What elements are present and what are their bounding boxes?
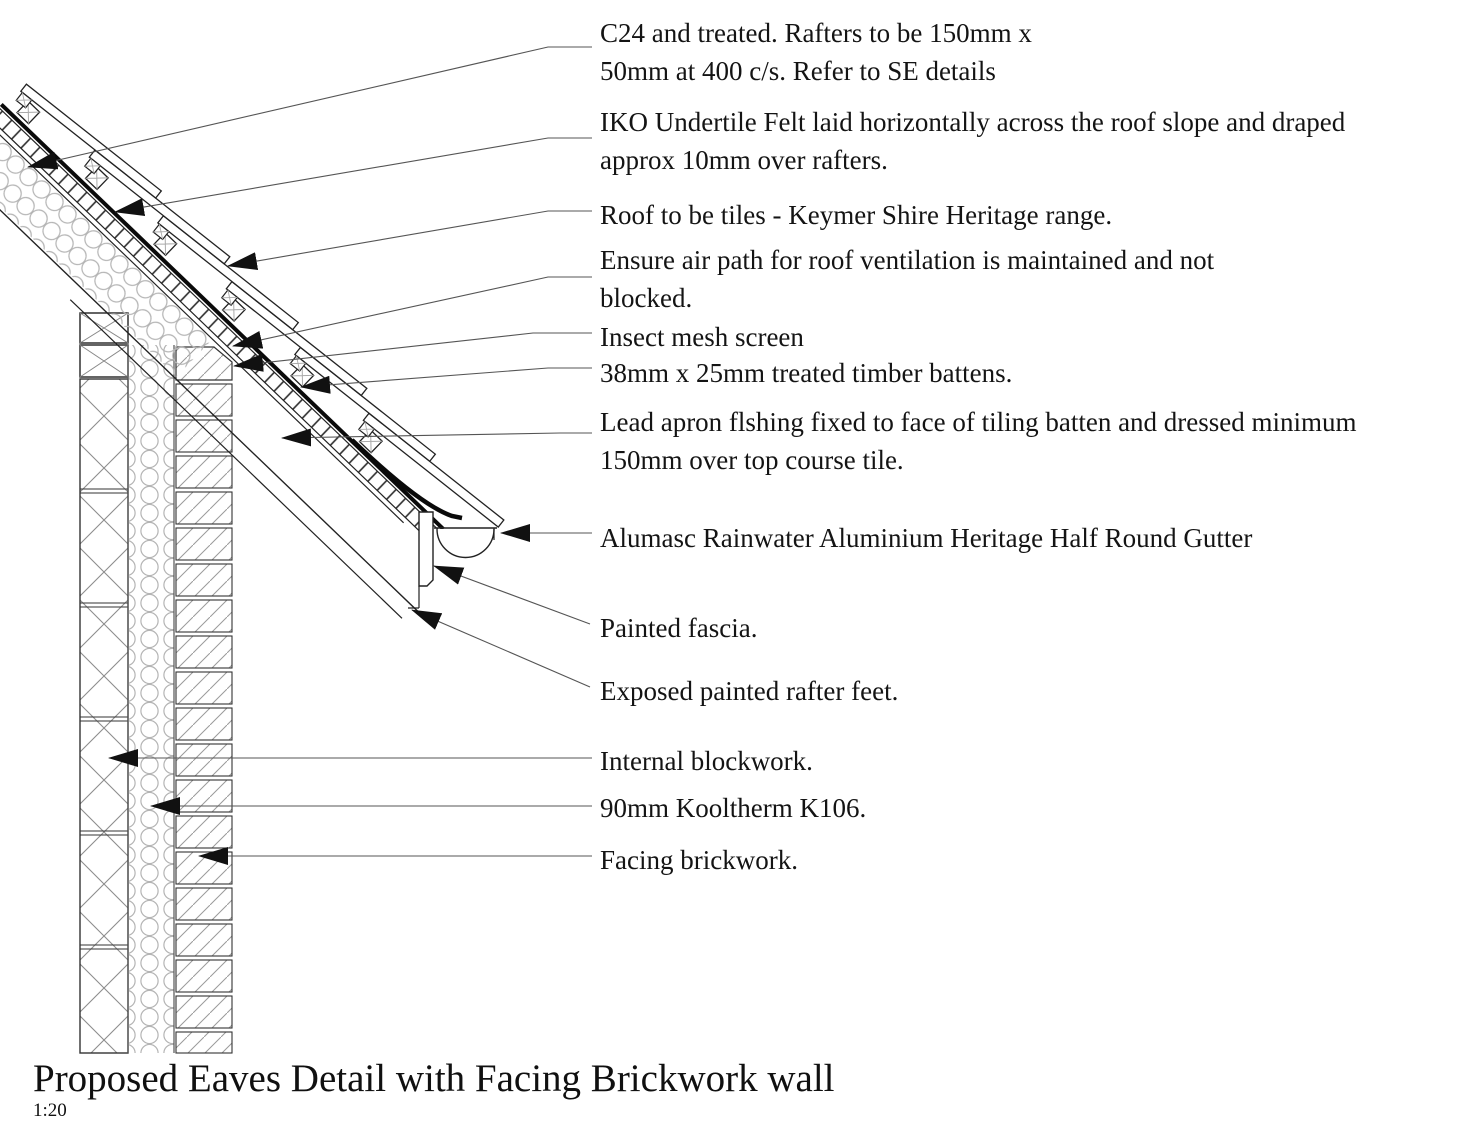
annotation-line: Roof to be tiles - Keymer Shire Heritage range. [600,200,1113,230]
annotation-rafter-feet [600,672,898,710]
soffit-return [408,586,419,608]
leader-felt [115,138,592,212]
annotation-line: Painted fascia. [600,613,758,643]
annotation-fascia [600,609,757,647]
annotation-air-path [600,241,1214,317]
blockwork-leaf [80,379,128,1053]
leader-rafter-feet [412,610,590,687]
annotation-line: C24 and treated. Rafters to be 150mm x [600,18,1032,48]
annotation-line: Facing brickwork. [600,845,798,875]
annotation-line: Insect mesh screen [600,322,804,352]
annotation-line: approx 10mm over rafters. [600,145,888,175]
annotation-line: Exposed painted rafter feet. [600,676,899,706]
fascia-board [419,512,433,586]
annotation-insulation [600,789,866,827]
annotation-gutter [600,519,1252,557]
annotation-insect-mesh [600,318,804,356]
leader-fascia [434,566,590,624]
leader-tiles [228,211,592,266]
eaves-edge [408,512,497,608]
annotation-brickwork [600,841,798,879]
annotation-tiles [600,196,1112,234]
annotation-blockwork [600,742,813,780]
drawing-scale: 1:20 [33,1100,67,1121]
gutter-half-round [434,528,497,558]
annotation-lead-apron [600,403,1357,479]
annotation-line: 90mm Kooltherm K106. [600,793,867,823]
annotation-line: Alumasc Rainwater Aluminium Heritage Half Round Gutter [600,523,1253,553]
annotation-line: Lead apron flshing fixed to face of tiling batten and dressed minimum [600,407,1357,437]
annotation-rafters [600,14,1032,90]
leader-rafters [28,47,592,167]
annotation-line: Ensure air path for roof ventilation is maintained and not [600,245,1215,275]
insulation-layer [128,345,174,1053]
annotation-battens [600,354,1012,392]
annotation-line: 150mm over top course tile. [600,445,904,475]
wall-section [80,313,232,1053]
annotation-line: IKO Undertile Felt laid horizontally across the roof slope and draped [600,107,1346,137]
annotation-line: 50mm at 400 c/s. Refer to SE details [600,56,996,86]
annotation-line: Internal blockwork. [600,746,813,776]
drawing-title: Proposed Eaves Detail with Facing Brickwork wall [33,1057,835,1100]
annotation-felt [600,103,1345,179]
annotation-line: blocked. [600,283,693,313]
annotation-line: 38mm x 25mm treated timber battens. [600,358,1013,388]
brickwork-leaf [176,347,232,1053]
